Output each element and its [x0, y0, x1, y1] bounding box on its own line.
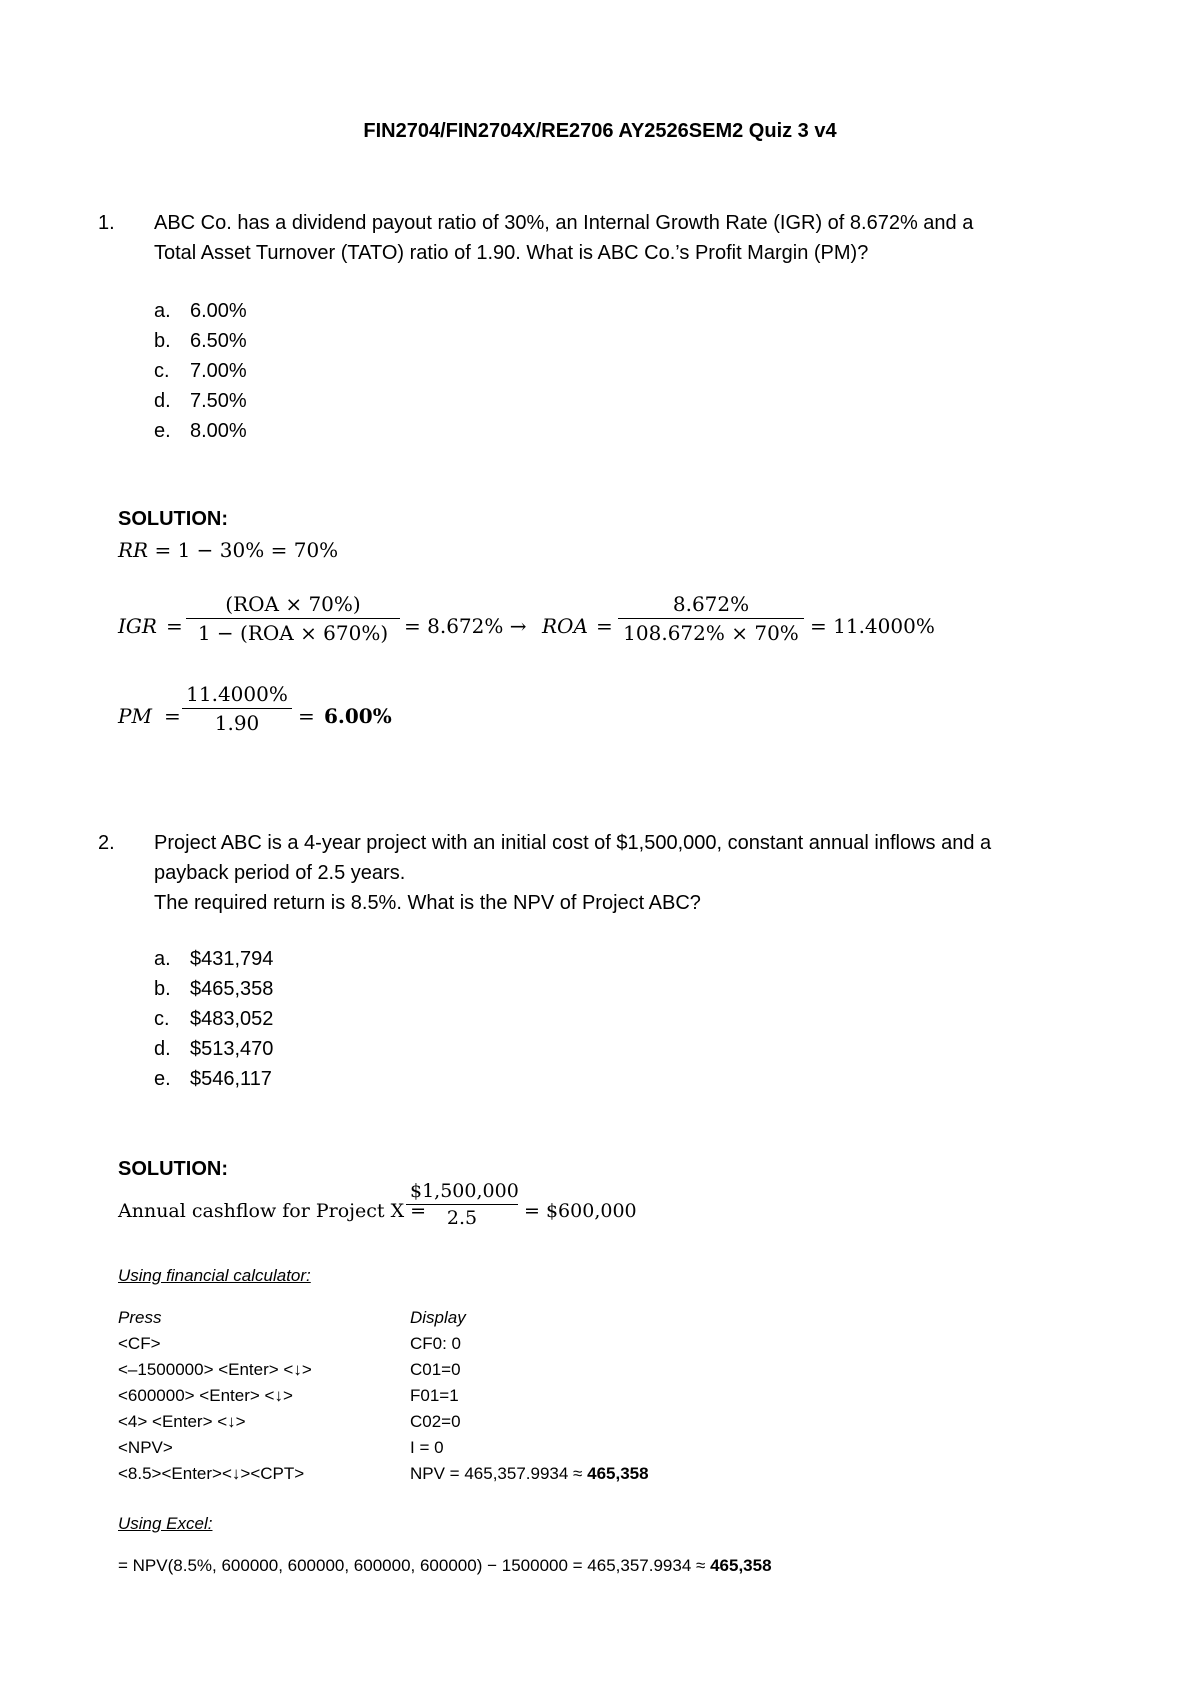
excel-npv-rounded: 465,358: [710, 1556, 772, 1575]
cashflow-result: = $600,000: [524, 1200, 637, 1222]
option-text: 7.50%: [190, 390, 247, 412]
option-letter: b.: [154, 330, 171, 352]
igr-fraction: [186, 592, 400, 645]
roa-denominator: 108.672% × 70%: [618, 618, 804, 645]
cashflow-fraction: [406, 1180, 518, 1229]
igr-result-arrow: = 8.672% →: [404, 614, 527, 638]
option-text: $513,470: [190, 1038, 274, 1060]
cashflow-numerator: $1,500,000: [410, 1180, 519, 1202]
pm-fraction: [182, 682, 292, 735]
cashflow-lhs: Annual cashflow for Project X =: [118, 1200, 427, 1222]
press-keys: <8.5><Enter><↓><CPT>: [118, 1464, 305, 1483]
question-2-number: 2.: [98, 832, 115, 854]
option-letter: d.: [154, 1038, 171, 1060]
npv-rounded: 465,358: [587, 1464, 649, 1483]
roa-numerator: 8.672%: [672, 592, 750, 616]
question-2-line-1: Project ABC is a 4-year project with an initial cost of $1,500,000, constant annual inflows and a: [154, 832, 992, 854]
option-letter: b.: [154, 978, 171, 1000]
press-keys: <600000> <Enter> <↓>: [118, 1386, 293, 1405]
pm-equals-2: =: [298, 704, 315, 728]
display-header: Display: [410, 1308, 466, 1327]
igr-denominator: 1 − (ROA × 670%): [186, 618, 400, 645]
display-value: F01=1: [410, 1386, 459, 1405]
press-keys: <4> <Enter> <↓>: [118, 1412, 246, 1431]
igr-equals: =: [166, 614, 183, 638]
option-letter: c.: [154, 1008, 170, 1030]
rr-rhs: = 1 − 30% = 70%: [148, 538, 339, 562]
pm-denominator: 1.90: [182, 708, 292, 735]
option-text: $483,052: [190, 1008, 274, 1030]
excel-heading: Using Excel:: [118, 1514, 213, 1533]
igr-numerator: (ROA × 70%): [225, 592, 361, 616]
solution-label: SOLUTION:: [118, 508, 228, 530]
rr-equation: [118, 538, 338, 562]
question-1-line-2: Total Asset Turnover (TATO) ratio of 1.90. What is ABC Co.’s Profit Margin (PM)?: [154, 242, 869, 264]
option-text: 6.50%: [190, 330, 247, 352]
solution-label: SOLUTION:: [118, 1158, 228, 1180]
option-text: 6.00%: [190, 300, 247, 322]
press-keys: <NPV>: [118, 1438, 173, 1457]
option-text: $431,794: [190, 948, 274, 970]
question-1-number: 1.: [98, 212, 115, 234]
option-letter: c.: [154, 360, 170, 382]
question-1-line-1: ABC Co. has a dividend payout ratio of 30%, an Internal Growth Rate (IGR) of 8.672% and a: [154, 212, 974, 234]
rr-symbol: RR: [118, 538, 149, 562]
npv-display: [410, 1464, 649, 1484]
pm-numerator: 11.4000%: [186, 682, 288, 706]
roa-fraction: [618, 592, 804, 645]
option-letter: a.: [154, 948, 171, 970]
excel-formula: [118, 1556, 772, 1576]
option-letter: e.: [154, 420, 171, 442]
option-text: 7.00%: [190, 360, 247, 382]
press-keys: <CF>: [118, 1334, 161, 1353]
pm-equals: =: [164, 704, 181, 728]
pm-symbol: PM: [118, 704, 152, 728]
roa-result: = 11.4000%: [810, 614, 935, 638]
roa-symbol: ROA: [542, 614, 588, 638]
option-text: $546,117: [190, 1068, 272, 1090]
display-value: I = 0: [410, 1438, 444, 1457]
display-value: NPV = 465,357.9934 ≈: [410, 1464, 588, 1483]
option-text: $465,358: [190, 978, 274, 1000]
excel-formula-text: = NPV(8.5%, 600000, 600000, 600000, 600000) − 1500000 = 465,357.9934 ≈: [118, 1556, 711, 1575]
display-value: C01=0: [410, 1360, 461, 1379]
pm-result: 6.00%: [324, 704, 392, 728]
igr-symbol: IGR: [118, 614, 157, 638]
page-title: FIN2704/FIN2704X/RE2706 AY2526SEM2 Quiz 3 v4: [363, 120, 837, 142]
option-text: 8.00%: [190, 420, 247, 442]
question-2-line-2: payback period of 2.5 years.: [154, 862, 406, 884]
display-value: CF0: 0: [410, 1334, 462, 1353]
question-2-line-3: The required return is 8.5%. What is the NPV of Project ABC?: [154, 892, 701, 914]
press-keys: <–1500000> <Enter> <↓>: [118, 1360, 312, 1379]
option-letter: e.: [154, 1068, 171, 1090]
press-header: Press: [118, 1308, 162, 1327]
calculator-heading: Using financial calculator:: [118, 1266, 311, 1285]
cashflow-denominator: 2.5: [406, 1204, 518, 1229]
roa-equals: =: [596, 614, 613, 638]
display-value: C02=0: [410, 1412, 461, 1431]
option-letter: d.: [154, 390, 171, 412]
option-letter: a.: [154, 300, 171, 322]
